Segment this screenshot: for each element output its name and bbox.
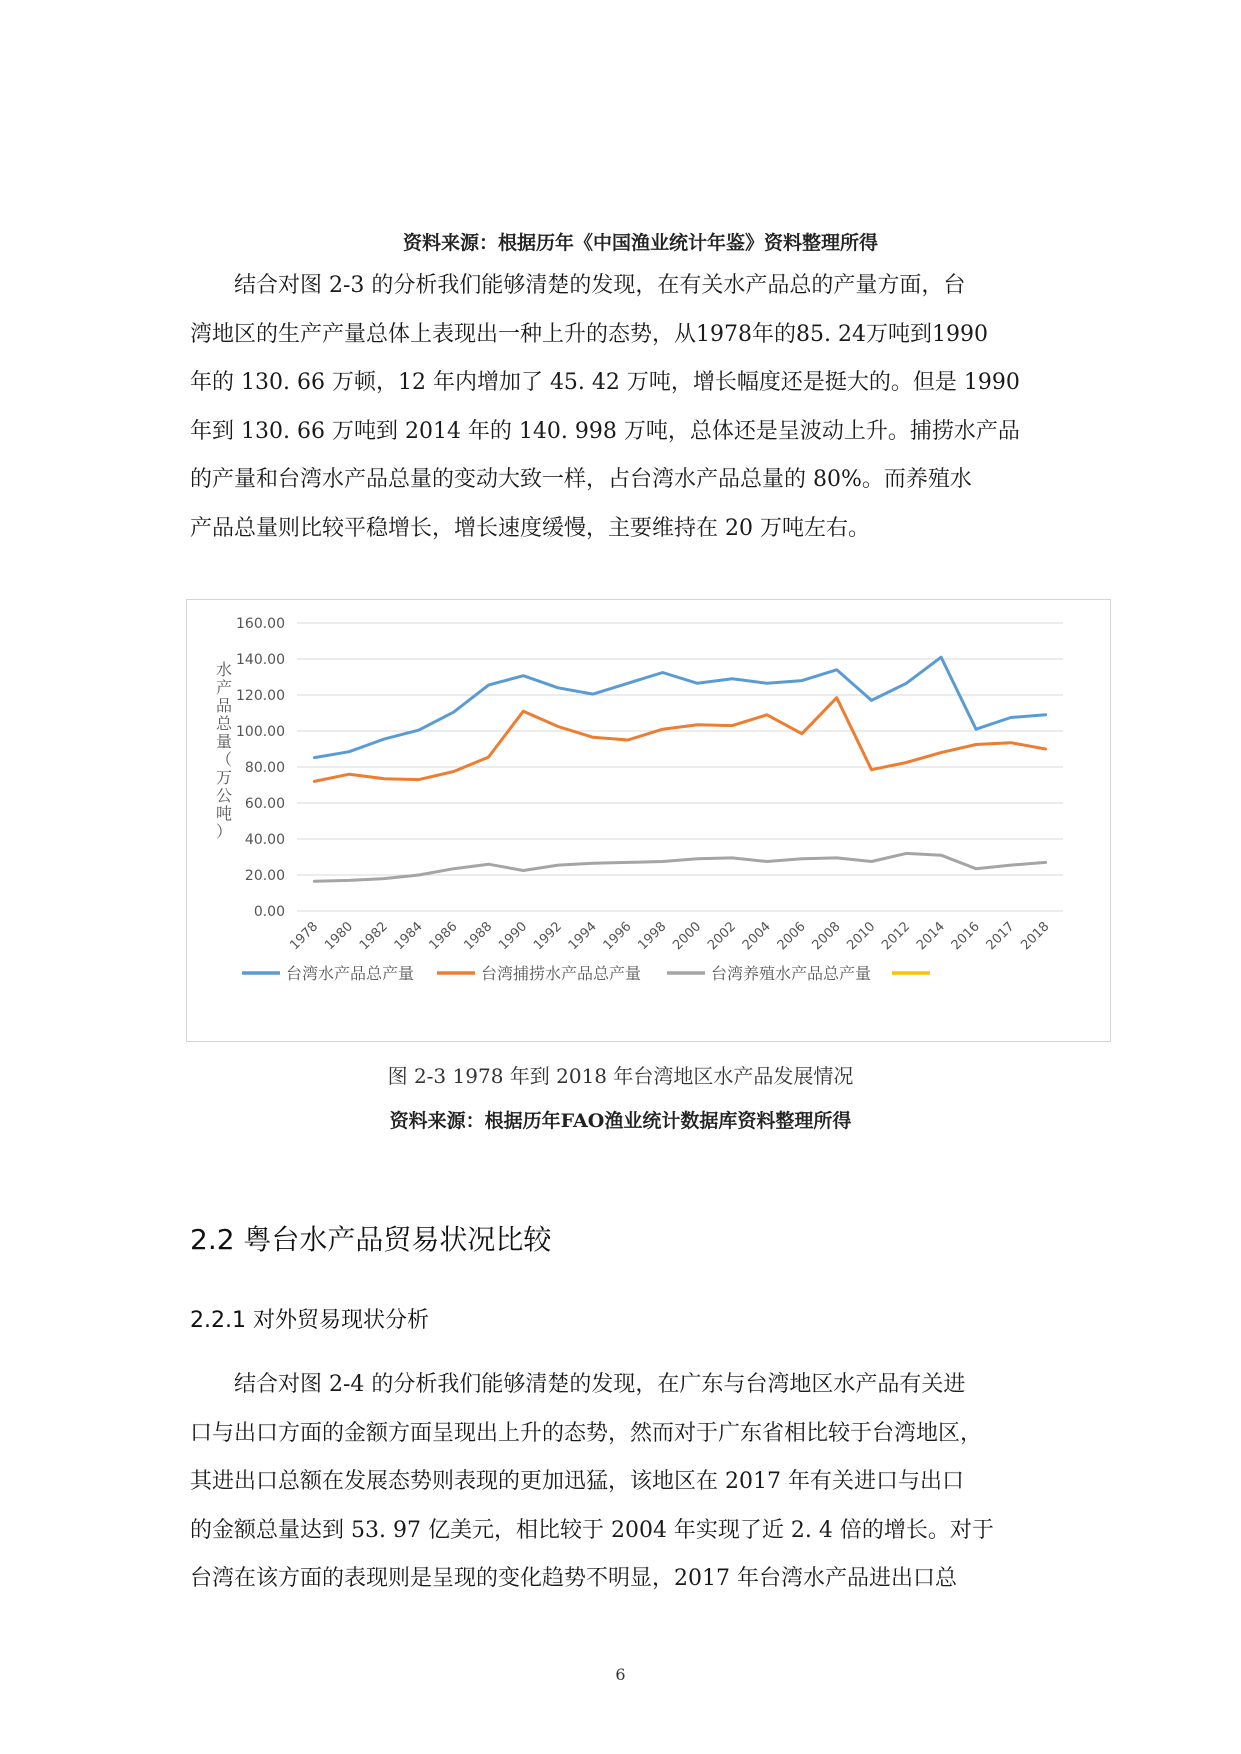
y-axis-label-char: 吨 <box>215 804 233 823</box>
x-tick-label: 1978 <box>287 919 322 954</box>
y-tick-label: 40.00 <box>244 832 285 848</box>
x-tick-label: 2017 <box>983 919 1018 954</box>
paragraph-1 <box>190 262 1045 553</box>
x-tick-label: 2008 <box>809 919 844 954</box>
x-tick-label: 2004 <box>739 919 774 954</box>
y-axis-label-char: 总 <box>215 714 233 733</box>
paragraph-line: 年到 130. 66 万吨到 2014 年的 140. 998 万吨，总体还是呈波动上升。捕捞水产品 <box>190 418 1020 444</box>
paragraph-2 <box>190 1361 1045 1604</box>
x-tick-label: 1998 <box>635 919 670 954</box>
x-tick-label: 2016 <box>948 919 983 954</box>
y-axis-label-char: 产 <box>215 678 233 697</box>
y-axis-label-char: （ <box>215 750 233 769</box>
x-tick-label: 1988 <box>461 919 496 954</box>
series-line <box>314 698 1045 782</box>
y-tick-label: 20.00 <box>244 868 285 884</box>
paragraph-line: 年的 130. 66 万顿，12 年内增加了 45. 42 万吨，增长幅度还是挺大的。但是 1990 <box>190 370 1020 395</box>
x-tick-label: 1992 <box>530 919 565 954</box>
y-tick-label: 120.00 <box>236 688 285 704</box>
x-tick-label: 1994 <box>565 919 600 954</box>
y-axis-label-char: 公 <box>215 786 233 805</box>
chart-svg <box>187 600 1110 1041</box>
x-tick-label: 2018 <box>1018 919 1053 954</box>
x-tick-label: 1996 <box>600 919 635 954</box>
x-tick-label: 1986 <box>426 919 461 954</box>
series-line <box>314 657 1045 757</box>
paragraph-line: 结合对图 2-4 的分析我们能够清楚的发现，在广东与台湾地区水产品有关进 <box>190 1372 966 1397</box>
paragraph-line: 的产量和台湾水产品总量的变动大致一样，占台湾水产品总量的 80%。而养殖水 <box>190 467 972 492</box>
legend-label: 台湾捕捞水产品总产量 <box>481 964 642 983</box>
page-number: 6 <box>615 1665 626 1684</box>
x-tick-label: 2006 <box>774 919 809 954</box>
x-tick-label: 1990 <box>496 919 531 954</box>
y-tick-label: 160.00 <box>236 616 285 632</box>
x-tick-label: 2000 <box>670 919 705 954</box>
paragraph-line: 的金额总量达到 53. 97 亿美元，相比较于 2004 年实现了近 2. 4 倍的增长。对于 <box>190 1517 994 1543</box>
y-axis-label-char: ） <box>215 822 233 841</box>
line-chart <box>186 599 1111 1042</box>
y-tick-label: 80.00 <box>244 760 285 776</box>
y-tick-label: 140.00 <box>236 652 285 668</box>
paragraph-line: 结合对图 2-3 的分析我们能够清楚的发现，在有关水产品总的产量方面，台 <box>190 273 966 298</box>
paragraph-line: 口与出口方面的金额方面呈现出上升的态势，然而对于广东省相比较于台湾地区， <box>190 1420 983 1446</box>
x-tick-label: 1980 <box>322 919 357 954</box>
paragraph-line: 产品总量则比较平稳增长，增长速度缓慢，主要维持在 20 万吨左右。 <box>190 515 870 541</box>
y-axis-label-char: 品 <box>215 696 233 715</box>
y-tick-label: 0.00 <box>253 904 285 920</box>
x-tick-label: 2002 <box>705 919 740 954</box>
source-note-bottom: 资料来源：根据历年FAO渔业统计数据库资料整理所得 <box>389 1110 852 1132</box>
x-tick-label: 1984 <box>391 919 426 954</box>
source-note-top: 资料来源：根据历年《中国渔业统计年鉴》资料整理所得 <box>402 232 878 254</box>
paragraph-line: 台湾在该方面的表现则是呈现的变化趋势不明显，2017 年台湾水产品进出口总 <box>190 1566 957 1591</box>
legend-label: 台湾养殖水产品总产量 <box>711 964 872 983</box>
y-axis-label-char: 万 <box>215 768 233 787</box>
paragraph-line: 其进出口总额在发展态势则表现的更加迅猛，该地区在 2017 年有关进口与出口 <box>190 1469 964 1494</box>
y-tick-label: 100.00 <box>236 724 285 740</box>
legend-label: 台湾水产品总产量 <box>286 964 415 983</box>
x-tick-label: 2014 <box>913 919 948 954</box>
y-axis-label-char: 水 <box>215 660 233 679</box>
x-tick-label: 2010 <box>844 919 879 954</box>
paragraph-line: 湾地区的生产产量总体上表现出一种上升的态势，从1978年的85. 24万吨到1990 <box>190 321 988 347</box>
x-tick-label: 1982 <box>356 919 391 954</box>
x-tick-label: 2012 <box>879 919 914 954</box>
figure-caption: 图 2-3 1978 年到 2018 年台湾地区水产品发展情况 <box>387 1064 854 1088</box>
section-heading: 2.2 粤台水产品贸易状况比较 <box>190 1223 552 1256</box>
subsection-heading: 2.2.1 对外贸易现状分析 <box>190 1308 429 1333</box>
y-tick-label: 60.00 <box>244 796 285 812</box>
series-line <box>314 853 1045 881</box>
y-axis-label-char: 量 <box>215 732 233 751</box>
